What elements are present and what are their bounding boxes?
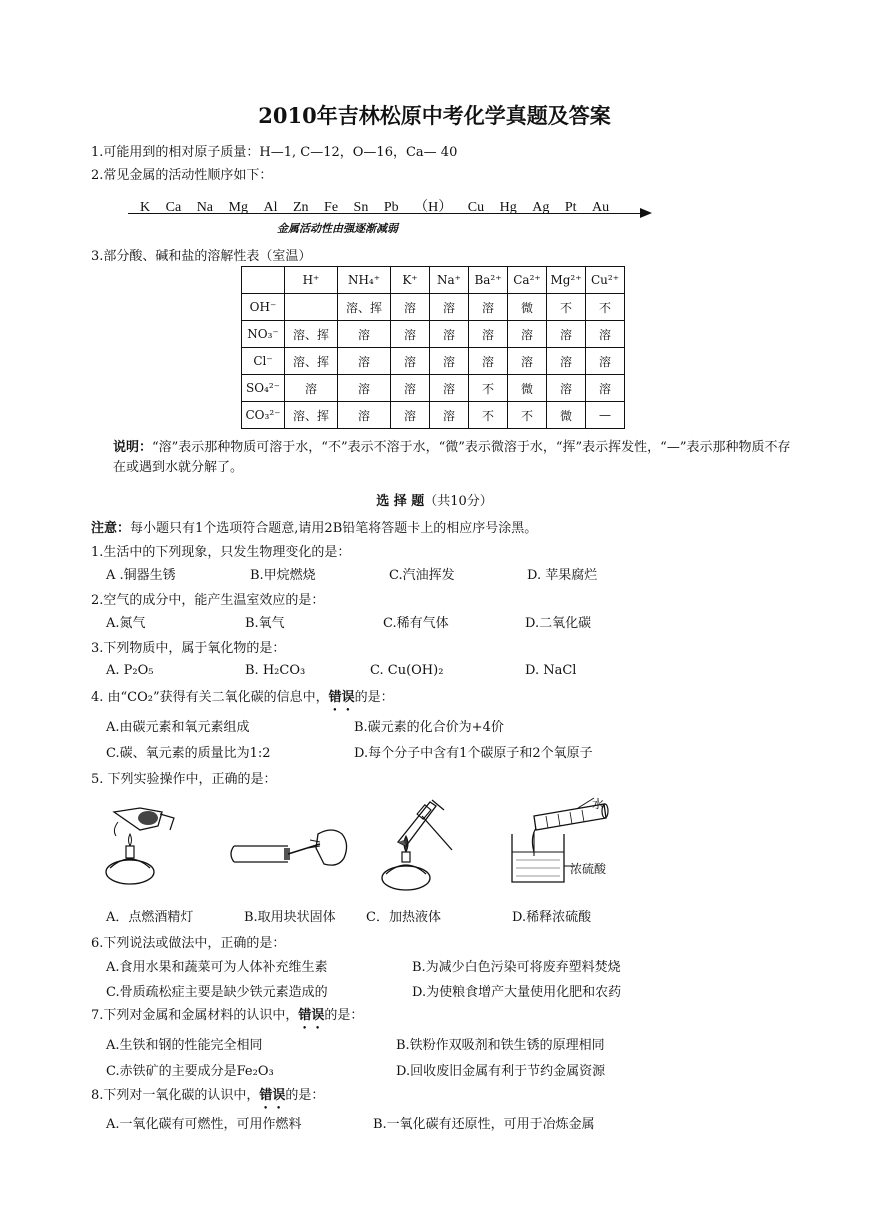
option: C．加热液体 [366, 910, 441, 925]
table-cell: Na⁺ [430, 267, 469, 294]
table-row [242, 348, 625, 375]
lighting-lamp-illustration [100, 800, 180, 890]
table-cell: 溶 [391, 294, 430, 321]
table-cell: H⁺ [285, 267, 338, 294]
option: A.氮气 [106, 616, 146, 631]
table-cell: 溶 [469, 321, 508, 348]
stem-text: 7.下列对金属和金属材料的认识中， [91, 1008, 299, 1023]
stem-emphasis: 错误 [259, 1088, 286, 1103]
notice-text: 每小题只有1个选项符合题意,请用2B铅笔将答题卡上的相应序号涂黑。 [130, 521, 538, 536]
table-cell: 不 [469, 375, 508, 402]
table-cell: 溶 [285, 375, 338, 402]
table-cell: 溶、挥 [338, 294, 391, 321]
metal: Ag [532, 200, 550, 215]
intro-line-2: 2.常见金属的活动性顺序如下： [91, 168, 273, 183]
option: A.由碳元素和氧元素组成 [106, 720, 250, 735]
stem-emphasis: 错误 [328, 690, 355, 705]
table-cell: 溶 [547, 321, 586, 348]
table-cell: 溶、挥 [285, 402, 338, 429]
option: D.稀释浓硫酸 [512, 910, 592, 925]
option: D. 苹果腐烂 [527, 568, 598, 583]
table-cell: 溶、挥 [285, 348, 338, 375]
question-stem: 5. 下列实验操作中，正确的是： [91, 772, 277, 787]
stem-text: 4. 由“CO₂”获得有关二氧化碳的信息中， [91, 690, 329, 705]
table-cell: 溶 [469, 294, 508, 321]
table-cell: 不 [508, 402, 547, 429]
table-cell: SO₄²⁻ [242, 375, 285, 402]
option: D.每个分子中含有1个碳原子和2个氧原子 [354, 746, 593, 761]
option: D.二氧化碳 [525, 616, 592, 631]
table-row [242, 294, 625, 321]
stem-text: 的是： [285, 1088, 325, 1103]
section-points: （共10分） [424, 494, 493, 509]
option: D.回收废旧金属有利于节约金属资源 [396, 1064, 606, 1079]
metal: Al [263, 200, 278, 215]
solubility-table [241, 266, 625, 429]
notice-label: 注意： [91, 521, 131, 536]
stem-emphasis: 错误 [298, 1008, 325, 1023]
metal: Zn [292, 200, 309, 215]
section-title: 选 择 题 [376, 494, 425, 509]
table-cell: 不 [547, 294, 586, 321]
heating-liquid-illustration [372, 792, 464, 894]
option: A .铜器生锈 [106, 568, 176, 583]
metal: Pt [564, 200, 577, 215]
table-cell: NO₃⁻ [242, 321, 285, 348]
table-cell: Ca²⁺ [508, 267, 547, 294]
stem-text: 的是： [354, 690, 394, 705]
stem-text: 的是： [324, 1008, 364, 1023]
option: B.铁粉作双吸剂和铁生锈的原理相同 [396, 1038, 605, 1053]
table-cell: 溶 [391, 348, 430, 375]
option: B.碳元素的化合价为+4价 [354, 720, 504, 735]
option: C.赤铁矿的主要成分是Fe₂O₃ [106, 1064, 274, 1079]
table-cell: 溶 [391, 375, 430, 402]
table-row [242, 402, 625, 429]
option: C.汽油挥发 [389, 568, 455, 583]
table-row [242, 321, 625, 348]
table-cell: CO₃²⁻ [242, 402, 285, 429]
option: D.为使粮食增产大量使用化肥和农药 [412, 985, 622, 1000]
stem-text: 8.下列对一氧化碳的认识中， [91, 1088, 260, 1103]
table-cell: Cu²⁺ [586, 267, 625, 294]
option: A. P₂O₅ [106, 663, 154, 678]
label-acid: 浓硫酸 [570, 862, 607, 876]
option: C.碳、氧元素的质量比为1:2 [106, 746, 271, 761]
table-cell: 溶 [338, 348, 391, 375]
intro-line-3: 3.部分酸、碱和盐的溶解性表（室温） [91, 249, 312, 264]
table-row [242, 375, 625, 402]
test-tube-solid-illustration [228, 818, 354, 872]
metal: Na [196, 200, 214, 215]
option: B.取用块状固体 [244, 910, 336, 925]
activity-arrow-head-icon [640, 208, 652, 218]
page-title: 2010年吉林松原中考化学真题及答案 [258, 103, 611, 128]
table-cell: 微 [547, 402, 586, 429]
metal: （H） [414, 200, 453, 215]
option: A.食用水果和蔬菜可为人体补充维生素 [106, 960, 328, 975]
table-cell: 溶、挥 [285, 321, 338, 348]
question-stem: 3.下列物质中，属于氧化物的是： [91, 641, 286, 656]
option: B.为减少白色污染可将废弃塑料焚烧 [412, 960, 621, 975]
metal: Au [592, 200, 610, 215]
table-cell: NH₄⁺ [338, 267, 391, 294]
table-note [113, 438, 793, 478]
table-cell: 溶 [430, 375, 469, 402]
table-cell: 溶 [547, 375, 586, 402]
table-cell: Mg²⁺ [547, 267, 586, 294]
table-cell: 溶 [469, 348, 508, 375]
option: C.骨质疏松症主要是缺少铁元素造成的 [106, 985, 328, 1000]
option: A.生铁和钢的性能完全相同 [106, 1038, 263, 1053]
option: B.一氧化碳有还原性，可用于冶炼金属 [373, 1117, 595, 1132]
table-cell: Cl⁻ [242, 348, 285, 375]
table-cell: 溶 [586, 375, 625, 402]
option: B.氧气 [245, 616, 285, 631]
section-heading [0, 490, 869, 509]
table-cell: 溶 [430, 294, 469, 321]
table-cell: 溶 [338, 321, 391, 348]
option: B.甲烷燃烧 [250, 568, 316, 583]
table-cell: 溶 [391, 402, 430, 429]
table-cell: — [586, 402, 625, 429]
option: A.一氧化碳有可燃性，可用作燃料 [106, 1117, 302, 1132]
metal: Pb [383, 200, 399, 215]
label-water: 水 [592, 797, 605, 811]
table-cell: 溶 [547, 348, 586, 375]
question-stem: 2.空气的成分中，能产生温室效应的是： [91, 593, 325, 608]
table-cell: 微 [508, 375, 547, 402]
metal: Sn [353, 200, 369, 215]
table-cell: 溶 [586, 321, 625, 348]
table-cell: 溶 [430, 402, 469, 429]
table-cell: 溶 [586, 348, 625, 375]
table-cell: 溶 [508, 321, 547, 348]
question-stem: 1.生活中的下列现象，只发生物理变化的是： [91, 545, 351, 560]
metal: K [140, 200, 151, 215]
table-cell: 微 [508, 294, 547, 321]
table-cell: 溶 [430, 321, 469, 348]
intro-line-1: 1.可能用到的相对原子质量：H—1, C—12，O—16，Ca— 40 [91, 145, 458, 160]
table-cell: Ba²⁺ [469, 267, 508, 294]
table-cell: 不 [469, 402, 508, 429]
metal: Ca [165, 200, 182, 215]
question-stem [91, 1004, 363, 1032]
question-stem: 6.下列说法或做法中，正确的是： [91, 936, 286, 951]
table-cell: 溶 [430, 348, 469, 375]
option: C.稀有气体 [383, 616, 449, 631]
note-label: 说明： [113, 440, 153, 455]
table-cell: 溶 [338, 402, 391, 429]
table-cell: 溶 [391, 321, 430, 348]
table-cell [242, 267, 285, 294]
table-cell: 溶 [338, 375, 391, 402]
note-text: “溶”表示那种物质可溶于水，“不”表示不溶于水，“微”表示微溶于水，“挥”表示挥发性，“—”表示那种物质不存在或遇到水就分解了。 [113, 440, 791, 475]
option: B. H₂CO₃ [245, 663, 306, 678]
question-stem [91, 1084, 324, 1112]
option: D. NaCl [525, 663, 577, 678]
metal: Cu [467, 200, 485, 215]
table-cell: OH⁻ [242, 294, 285, 321]
option: A．点燃酒精灯 [106, 910, 194, 925]
activity-arrow-caption: 金属活动性由强逐渐减弱 [277, 222, 398, 235]
table-cell: 溶 [508, 348, 547, 375]
table-cell [285, 294, 338, 321]
notice [91, 517, 537, 536]
metal: Hg [499, 200, 517, 215]
metal: Mg [228, 200, 248, 215]
activity-arrow-line [128, 213, 648, 214]
table-cell: 不 [586, 294, 625, 321]
option: C. Cu(OH)₂ [370, 663, 444, 678]
table-cell: K⁺ [391, 267, 430, 294]
table-header-row [242, 267, 625, 294]
question-stem [91, 686, 394, 714]
metal: Fe [324, 200, 339, 215]
